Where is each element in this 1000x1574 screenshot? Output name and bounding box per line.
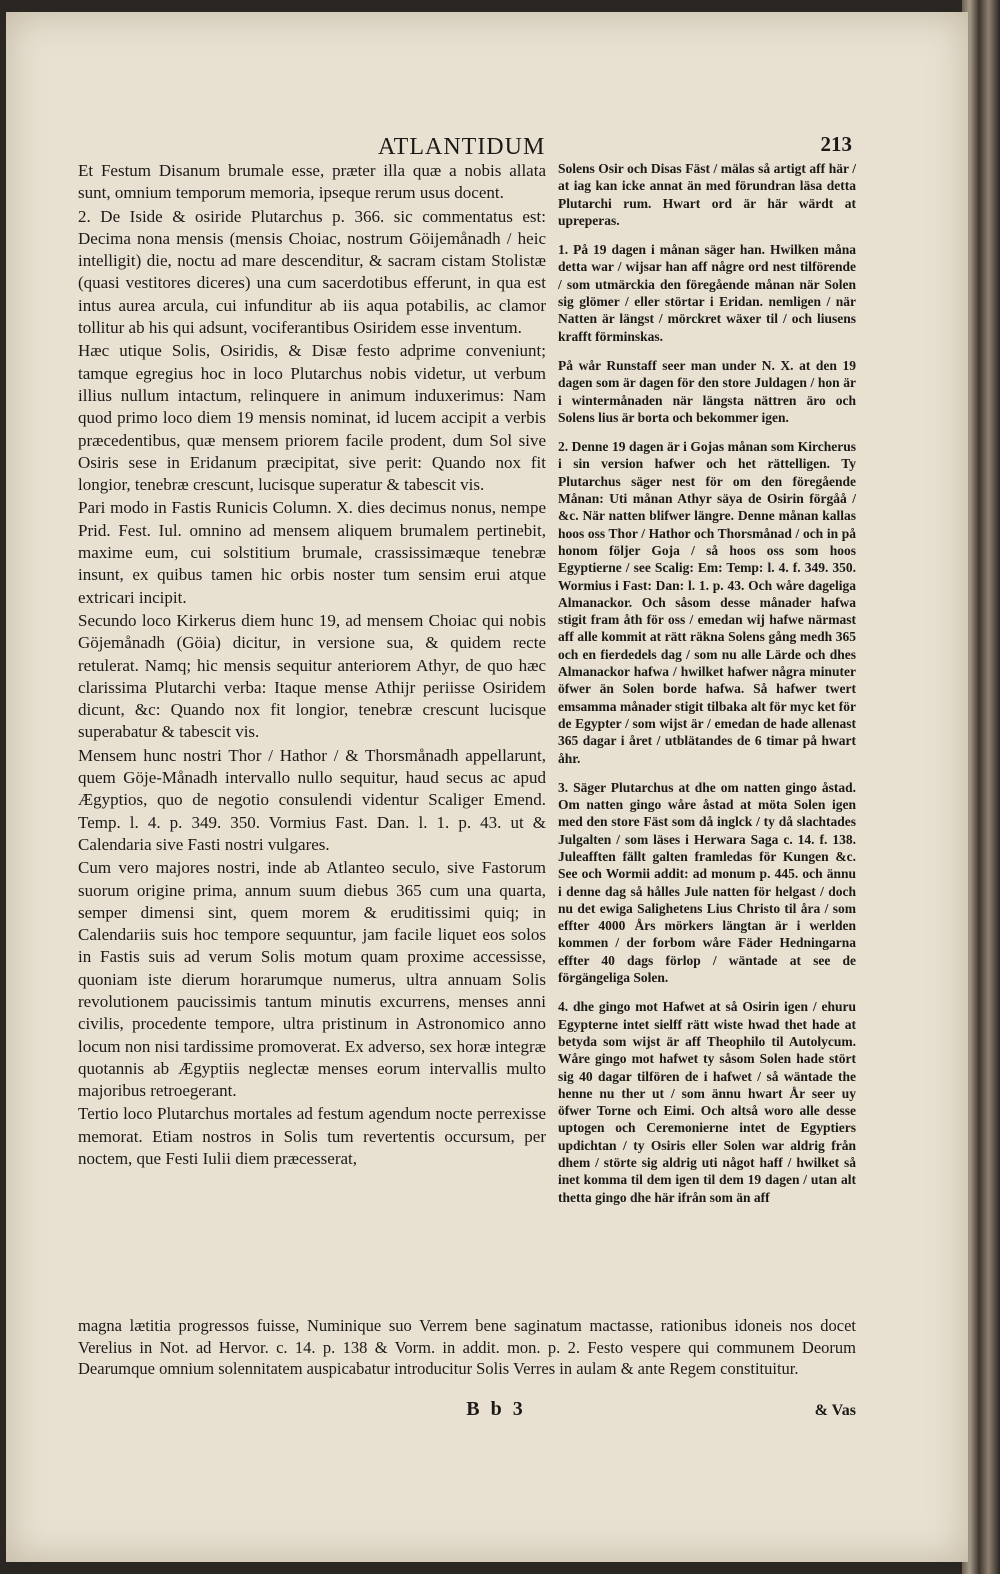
left-paragraph: 2. De Iside & osiride Plutarchus p. 366. sic commentatus est: Decima nona mensis (mensis Choiac, nostrum Göijemånadh / heic intelligit) die, noctu ad mare descenditur, & sacram cistam Stolistæ (quasi vestitores diceres) una cum sacerdotibus efferunt, in qua est intus aurea arcula, cui infunditur ab iis aqua potabilis, ac clamor tollitur ab his qui adsunt, vociferantibus Osiridem esse inventum. (78, 206, 546, 338)
left-paragraph: Mensem hunc nostri Thor / Hathor / & Thorsmånadh appellarunt, quem Göje-Månadh intervallo nullo sequitur, haud secus ac apud Ægyptios, quo de negotio consulendi videntur Scaliger Emend. Temp. l. 4. p. 349. 350. Vormius Fast. Dan. l. 1. p. 43. ut & Calendaria sive Fasti nostri vulgares. (78, 745, 546, 854)
right-paragraph: 3. Säger Plutarchus at dhe om natten gingo åstad. Om natten gingo wåre åstad at möta Solen igen med den store Fäst som då inglck / ty då slachtades Julgalten / som läses i Herwara Saga c. 14. f. 138. Juleafften fällt galten framledas för Kungen &c. See och Wormii addit: ad monum p. 445. och ännu i denne dag så hålles Jule natten för helgast / doch nu det ewiga Salighetens Lius Christo til åra / som effter 4000 Års mörkers längtan är i werlden kommen / der forbom wåre Fäder Hedningarna effter 40 dags förlop / wäntade at see de förgängeliga Solen. (558, 779, 856, 986)
right-paragraph: 4. dhe gingo mot Hafwet at så Osirin igen / ehuru Egypterne intet sielff rätt wiste hwad thet hade at betyda som wijst är aff Theophilo til Autolycum. Wåre gingo mot hafwet ty såsom Solen hade stört sig 40 dagar tilfören de i hafwet / så wäntade the henne nu ther ut / som ännu hwart År seer uy öfwer Torne och Eimi. Och altså woro alle desse uptogen och Ceremonierne intet de Egyptiers updichtan / ty Osiris eller Solen war aldrig från dhem / störte sig aldrig uti något haff / hwilket så inet komma til dem igen til dem 19 dagen / utan alt thetta gingo dhe här ifrån som än aff (558, 999, 856, 1205)
left-paragraph: Secundo loco Kirkerus diem hunc 19, ad mensem Choiac qui nobis Göjemånadh (Göia) dicitur, in versione sua, & quidem recte retulerat. Namq; hic mensis sequitur anteriorem Athyr, de quo hæc clarissima Plutarchi verba: Itaque mense Athijr periisse Osiridem dicunt, &c: Quando nox fit longior, tenebræ crescunt lucisque superabatur & tabescit vis. (78, 610, 546, 742)
right-paragraph: På wår Runstaff seer man under N. X. at den 19 dagen som är dagen för den store Juldagen / hon är i wintermånaden när längsta nättren äro och Solens lius är borta och bekommer igen. (558, 357, 856, 425)
page-number: 213 (820, 132, 852, 156)
right-paragraph: 1. På 19 dagen i månan säger han. Hwilken måna detta war / wijsar han aff någre ord nest tilförende / som utmärckia den föregående månan när Solen sig glömer / eller störtar i Eridan. nemligen / när Natten är längst / mörckret wäxer til / och liusens krafft förminskas. (558, 242, 856, 344)
right-paragraph: Solens Osir och Disas Fäst / mälas så artigt aff här / at iag kan icke annat än med förundran läsa detta Plutarchi rum. Hwart ord är här wärdt at upreperas. (558, 161, 856, 228)
catchword: & Vas (814, 1402, 856, 1419)
left-paragraph: Hæc utique Solis, Osiridis, & Disæ festo adprime conveniunt; tamque egregius hoc in loco Plutarchus nobis videtur, ut verbum illius nullum intactum, relinquere in animum induxerimus: Nam quod primo loco diem 19 mensis nominat, id lucem accipit a verbis præcedentibus, quæ mensem priorem facile prodent, dum Sol sive Osiris sese in Eridanum præcipitat, sive perit: Quando nox fit longior, tenebræ crescunt, lucisque superatur & tabescit vis. (78, 341, 546, 495)
left-paragraph: Cum vero majores nostri, inde ab Atlanteo seculo, sive Fastorum suorum origine prima, annum suum diebus 365 cum una quarta, semper dimensi sint, quem morem & eruditissimi quiq; in Calendariis suis hoc tempore sequuntur, jam facile liquet eos solos in Fastis suis ad verum Solis motum quam proxime accessisse, quoniam iste dierum horarumque numerus, ultra annuam Solis revolutionem paucissimis tantum minutis excurrens, menses anni civilis, procedente tempore, ultra pristinum in Astronomico anno locum non nisi tardissime promoverat. Ex adverso, sex horæ integræ quotannis ab Ægyptiis neglectæ menses eorum intervallis multo majoribus retroegerant. (78, 858, 546, 1101)
book-page (6, 12, 968, 1562)
right-column-swedish (558, 160, 856, 1206)
running-head: ATLANTIDUM (378, 134, 546, 160)
left-paragraph: Pari modo in Fastis Runicis Column. X. dies decimus nonus, nempe Prid. Fest. Iul. omnino ad mensem aliquem brumalem pertinebit, maxime eum, cui solstitium brumale, crassissimæque tenebræ insunt, ex quibus tamen hic orbis noster tum sensim erui atque extricari incipit. (78, 498, 546, 607)
right-paragraph: 2. Denne 19 dagen är i Gojas månan som Kircherus i sin version hafwer och het rättelligen. Ty Plutarchus säger nest för om den föregående Månan: Uti månan Athyr säya de Osirin förgåå / &c. När natten blifwer längre. Denne månan kallas hoos oss Thor / Hathor och Thorsmånad / och in på honom följer Goja / så hoos oss som hoos Egyptierne / see Scalig: Em: Temp: l. 4. f. 349. 350. Wormius i Fast: Dan: l. 1. p. 43. Och wåre dageliga Almanackor. Och såsom desse månader hafwa stigit fram åth för oss / emedan wij hafwe närmast aff alle kommit at rätt räkna Solens gång medh 365 och en fierdedels dag / som nu alle Lärde och dhes Almanackor hafwa / hwilket hafwer några minuter öfwer än Solen borde hafwa. Så hafwer twert emsamma månader stigit tilbaka alt för myc ket för de Egypter / som wijst är / emedan de hade allenast 365 dagar i året / utblätandes de 6 timar på hwart åhr. (558, 439, 856, 766)
spanning-text: magna lætitia progressos fuisse, Numinique suo Verrem bene saginatum mactasse, rationibus idoneis nos docet Verelius in Not. ad Hervor. c. 14. p. 138 & Vorm. in addit. mon. p. 2. Festo vespere qui communem Deorum Dearumque omnium solennitatem auspicabatur introducitur Solis Verres in aulam & ante Regem constituitur. (78, 1316, 856, 1378)
left-paragraph: Tertio loco Plutarchus mortales ad festum agendum nocte perrexisse memorat. Etiam nostros in Solis tum revertentis occursum, per noctem, que Festi Iulii diem præcesserat, (78, 1104, 546, 1169)
signature-mark: B b 3 (466, 1398, 526, 1420)
left-paragraph: Et Festum Disanum brumale esse, præter illa quæ a nobis allata sunt, omnium temporum memoria, ipseque rerum usus docent. (78, 161, 546, 203)
left-column-latin (78, 160, 546, 1170)
